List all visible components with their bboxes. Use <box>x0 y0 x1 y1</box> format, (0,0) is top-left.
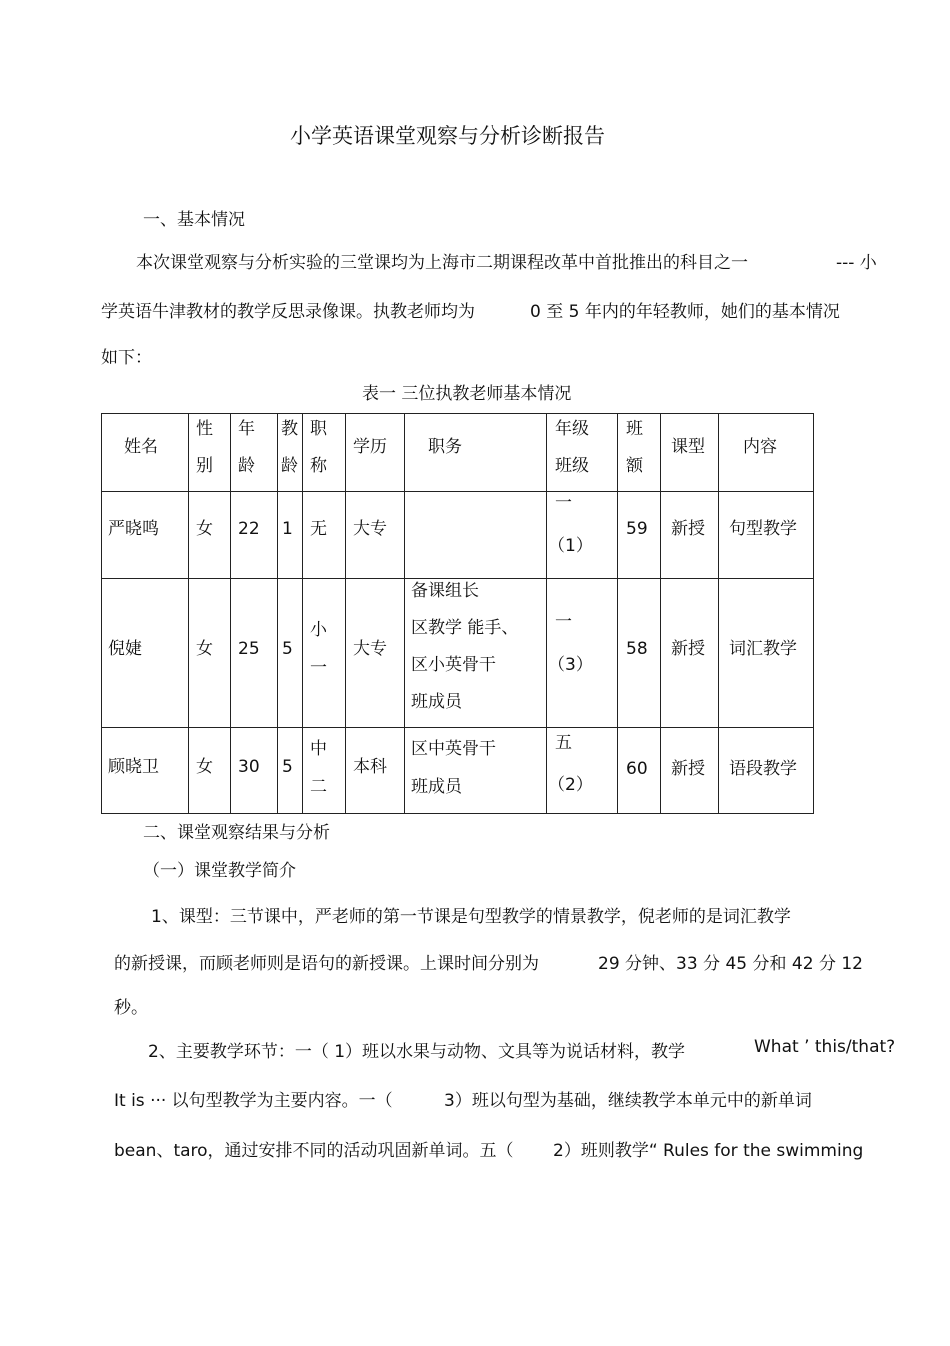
paragraph-line: bean、taro，通过安排不同的活动巩固新单词。五（ <box>114 1141 514 1161</box>
cell-class-size: 59 <box>626 519 648 539</box>
cell-professional-title: 小 一 <box>310 620 327 678</box>
cell-name: 倪婕 <box>108 639 142 659</box>
teacher-info-table <box>101 413 814 814</box>
header-professional-title: 职 称 <box>310 419 327 476</box>
cell-lesson-type: 新授 <box>671 519 705 539</box>
cell-age: 25 <box>238 639 260 659</box>
header-education: 学历 <box>353 437 387 457</box>
paragraph-line: 29 分钟、33 分 45 分和 42 分 12 <box>598 954 863 974</box>
cell-class: （2） <box>548 775 593 795</box>
cell-teaching-years: 5 <box>282 757 293 777</box>
cell-teaching-years: 5 <box>282 639 293 659</box>
cell-class: （3） <box>548 655 593 675</box>
paragraph-line: 本次课堂观察与分析实验的三堂课均为上海市二期课程改革中首批推出的科目之一 <box>136 253 748 273</box>
header-teaching-years: 教 龄 <box>281 419 298 476</box>
subsection-heading: （一）课堂教学简介 <box>143 861 296 881</box>
header-content: 内容 <box>743 437 777 457</box>
cell-name: 严晓鸣 <box>108 519 159 539</box>
cell-education: 大专 <box>353 639 387 659</box>
cell-lesson-type: 新授 <box>671 759 705 779</box>
cell-age: 22 <box>238 519 260 539</box>
paragraph-line: 3）班以句型为基础，继续教学本单元中的新单词 <box>444 1091 812 1111</box>
paragraph-line: 秒。 <box>114 998 148 1018</box>
cell-content: 句型教学 <box>729 519 797 539</box>
cell-grade: 一 <box>555 493 572 513</box>
header-grade-class: 年级 班级 <box>555 419 589 476</box>
header-age: 年 龄 <box>238 419 255 476</box>
cell-gender: 女 <box>196 639 213 659</box>
header-gender: 性 别 <box>196 419 213 476</box>
cell-class-size: 60 <box>626 759 648 779</box>
paragraph-line: 的新授课，而顾老师则是语句的新授课。上课时间分别为 <box>114 954 539 974</box>
cell-gender: 女 <box>196 519 213 539</box>
page-title: 小学英语课堂观察与分析诊断报告 <box>290 124 605 148</box>
cell-content: 语段教学 <box>729 759 797 779</box>
paragraph-line: What ’ this/that? <box>754 1037 896 1057</box>
cell-grade: 一 <box>555 612 572 632</box>
paragraph-line: 如下： <box>101 348 152 368</box>
cell-professional-title: 无 <box>310 519 327 539</box>
cell-professional-title: 中 二 <box>310 739 327 797</box>
cell-gender: 女 <box>196 757 213 777</box>
section-heading-observation: 二、课堂观察结果与分析 <box>143 823 330 843</box>
paragraph-line: 2）班则教学“ Rules for the swimming <box>553 1141 864 1161</box>
header-lesson-type: 课型 <box>671 437 705 457</box>
section-heading-basic: 一、基本情况 <box>143 210 245 230</box>
cell-position: 备课组长 区教学 能手、 区小英骨干 班成员 <box>411 581 519 712</box>
paragraph-line: 0 至 5 年内的年轻教师，她们的基本情况 <box>530 302 840 322</box>
cell-age: 30 <box>238 757 260 777</box>
header-position: 职务 <box>428 437 462 457</box>
paragraph-line: 2、主要教学环节：一（ 1）班以水果与动物、文具等为说话材料，教学 <box>148 1042 686 1062</box>
cell-position: 区中英骨干 班成员 <box>411 739 496 797</box>
paragraph-line: It is ··· 以句型教学为主要内容。一（ <box>114 1091 393 1111</box>
cell-lesson-type: 新授 <box>671 639 705 659</box>
cell-teaching-years: 1 <box>282 519 293 539</box>
header-name: 姓名 <box>124 437 158 457</box>
paragraph-line: 1、课型：三节课中，严老师的第一节课是句型教学的情景教学，倪老师的是词汇教学 <box>151 907 791 927</box>
cell-education: 大专 <box>353 519 387 539</box>
paragraph-line: --- 小 <box>836 253 877 273</box>
cell-class: （1） <box>548 536 593 556</box>
paragraph-line: 学英语牛津教材的教学反思录像课。执教老师均为 <box>101 302 475 322</box>
cell-education: 本科 <box>353 757 387 777</box>
cell-class-size: 58 <box>626 639 648 659</box>
cell-content: 词汇教学 <box>729 639 797 659</box>
table-caption: 表一 三位执教老师基本情况 <box>362 384 572 404</box>
cell-grade: 五 <box>555 733 572 753</box>
cell-name: 顾晓卫 <box>108 757 159 777</box>
header-class-size: 班 额 <box>626 419 643 476</box>
